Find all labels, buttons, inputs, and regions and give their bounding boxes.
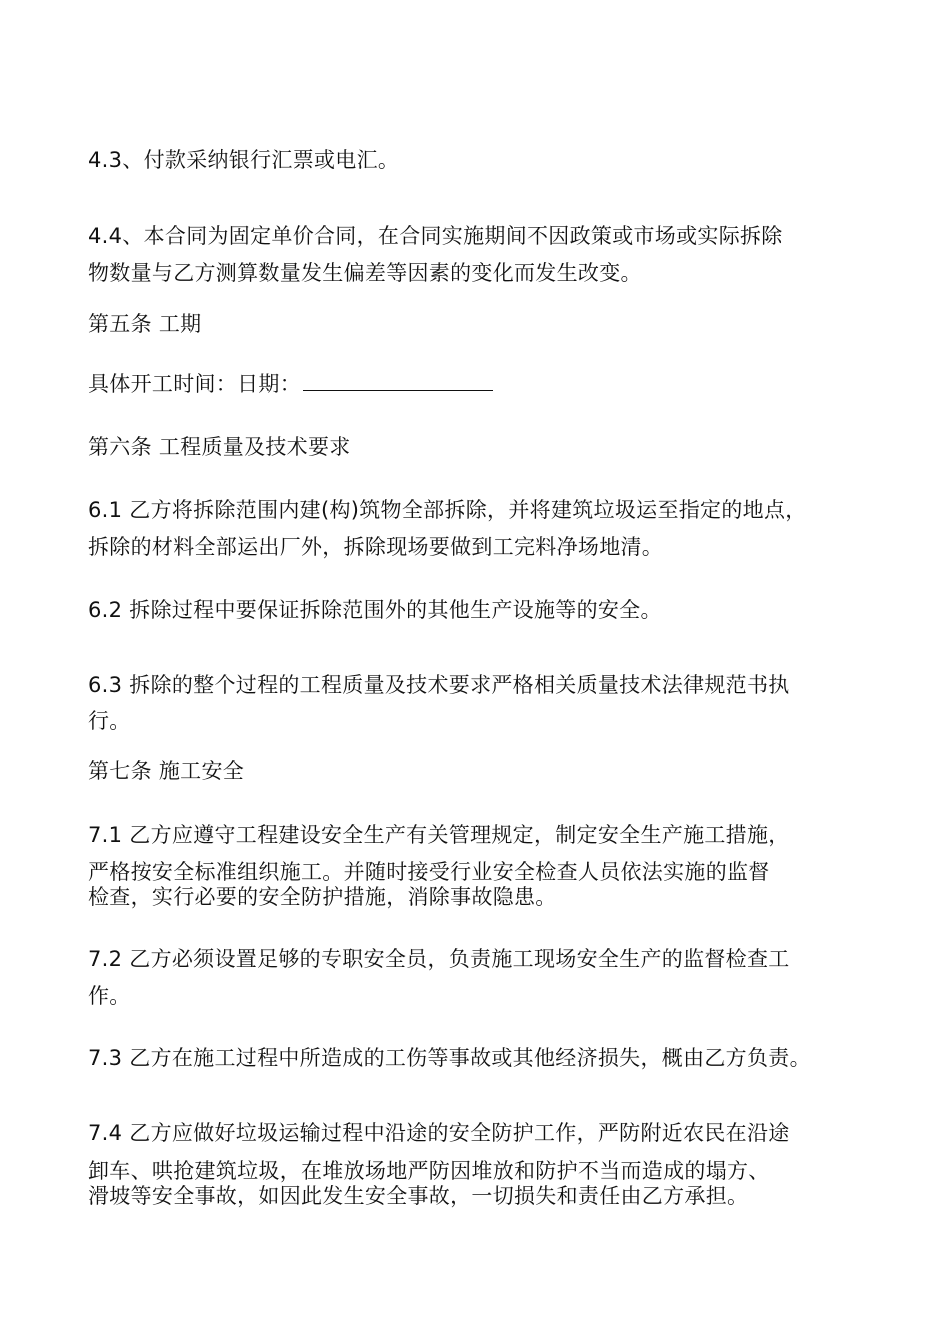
clause-7-4-line-2: 卸车、哄抢建筑垃圾，在堆放场地严防因堆放和防护不当而造成的塌方、 xyxy=(88,1159,770,1183)
clause-7-1-line-3: 检查，实行必要的安全防护措施，消除事故隐患。 xyxy=(88,885,557,909)
clause-4-4-line-1: 4.4、本合同为固定单价合同，在合同实施期间不因政策或市场或实际拆除 xyxy=(88,224,783,248)
start-date-blank xyxy=(303,370,493,391)
clause-6-1-line-1: 6.1 乙方将拆除范围内建(构)筑物全部拆除，并将建筑垃圾运至指定的地点， xyxy=(88,498,807,522)
clause-4-3: 4.3、付款采纳银行汇票或电汇。 xyxy=(88,148,400,172)
clause-6-1-line-2: 拆除的材料全部运出厂外，拆除现场要做到工完料净场地清。 xyxy=(88,535,664,559)
clause-7-2-line-2: 作。 xyxy=(88,984,131,1008)
article-7-heading: 第七条 施工安全 xyxy=(88,759,245,783)
clause-6-3-line-1: 6.3 拆除的整个过程的工程质量及技术要求严格相关质量技术法律规范书执 xyxy=(88,673,790,697)
clause-7-4-line-3: 滑坡等安全事故，如因此发生安全事故，一切损失和责任由乙方承担。 xyxy=(88,1184,749,1208)
clause-4-4-line-2: 物数量与乙方测算数量发生偏差等因素的变化而发生改变。 xyxy=(88,261,642,285)
clause-7-1-line-2: 严格按安全标准组织施工。并随时接受行业安全检查人员依法实施的监督 xyxy=(88,860,770,884)
clause-7-4-line-1: 7.4 乙方应做好垃圾运输过程中沿途的安全防护工作，严防附近农民在沿途 xyxy=(88,1121,790,1145)
clause-7-3: 7.3 乙方在施工过程中所造成的工伤等事故或其他经济损失，概由乙方负责。 xyxy=(88,1046,811,1070)
start-date-label: 具体开工时间：日期： xyxy=(88,372,301,396)
article-5-heading: 第五条 工期 xyxy=(88,312,202,336)
start-date-row xyxy=(88,370,493,398)
clause-6-2: 6.2 拆除过程中要保证拆除范围外的其他生产设施等的安全。 xyxy=(88,598,662,622)
clause-6-3-line-2: 行。 xyxy=(88,709,131,733)
clause-7-2-line-1: 7.2 乙方必须设置足够的专职安全员，负责施工现场安全生产的监督检查工 xyxy=(88,947,790,971)
article-6-heading: 第六条 工程质量及技术要求 xyxy=(88,435,351,459)
clause-7-1-line-1: 7.1 乙方应遵守工程建设安全生产有关管理规定，制定安全生产施工措施， xyxy=(88,823,790,847)
